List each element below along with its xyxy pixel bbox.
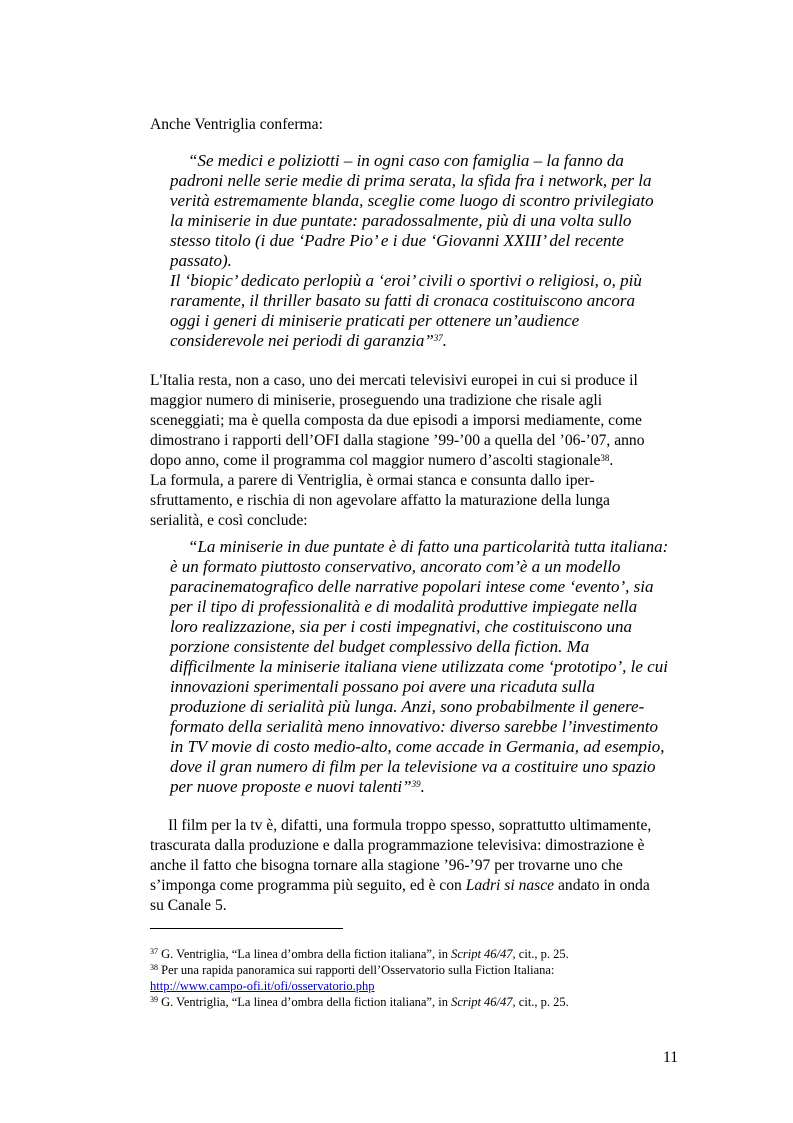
quote-line: porzione consistente del budget complessivo della fiction. Ma [170,637,590,656]
quote-line: passato). [170,251,232,270]
paragraph-line [150,876,650,896]
paragraph-line: sfruttamento, e rischia di non agevolare affatto la maturazione della lunga [150,492,610,509]
page-number: 11 [663,1049,679,1066]
footnote-38-link-line [150,978,375,994]
paragraph-line: dimostrano i rapporti dell’OFI dalla stagione ’99-’00 a quella del ’06-’07, anno [150,432,645,449]
quote-punct: . [442,331,448,350]
journal-title: Script 46/47 [451,995,513,1009]
quote-line: formato della serialità meno innovativo: diverso sarebbe l’investimento [170,717,659,736]
quote-line: dove il gran numero di film per la televisione va a costituire uno spazio [170,757,656,776]
paragraph-text: andato in onda [554,877,650,894]
quote-line: è un formato piuttosto conservativo, ancorato com’è a un modello [170,557,621,576]
quote-line: innovazioni sperimentali possano poi avere una ricaduta sulla [170,677,595,696]
paragraph-text: s’imponga come programma più seguito, ed è con [150,877,466,894]
footnote-39 [150,994,569,1010]
paragraph-text: dopo anno, come il programma col maggior numero d’ascolti stagionale [150,452,601,469]
journal-title: Script 46/47 [451,947,513,961]
paragraph-line: maggior numero di miniserie, proseguendo una tradizione che risale agli [150,392,603,409]
paragraph-line: anche il fatto che bisogna tornare alla stagione ’96-’97 per trovarne uno che [150,857,623,874]
paragraph-line: trascurata dalla produzione e dalla programmazione televisiva: dimostrazione è [150,837,645,854]
quote-line: oggi i generi di miniserie praticati per ottenere un’audience [170,311,580,330]
footnote-37 [150,946,569,962]
quote-punct: . [420,777,425,796]
footnote-text: , cit., p. 25. [512,995,569,1009]
footnote-separator [150,928,343,929]
footnote-ref-39[interactable]: 39 [411,779,421,789]
film-title: Ladri si nasce [465,877,555,894]
quote-text: considerevole nei periodi di garanzia” [170,331,434,350]
paragraph-line: su Canale 5. [150,897,227,914]
paragraph-punct: . [609,452,614,469]
quote-line: raramente, il thriller basato su fatti di cronaca costituiscono ancora [170,291,635,310]
footnote-ref-38[interactable]: 38 [600,453,610,463]
quote-line: la miniserie in due puntate: paradossalmente, più di una volta sullo [170,211,632,230]
footnote-text: G. Ventriglia, “La linea d’ombra della fiction italiana”, in [158,947,452,961]
footnote-text: , cit., p. 25. [512,947,569,961]
paragraph-line: serialità, e così conclude: [150,512,308,529]
quote-line: produzione di serialità più lunga. Anzi, sono probabilmente il genere- [170,697,645,716]
paragraph-line: L'Italia resta, non a caso, uno dei mercati televisivi europei in cui si produce il [150,372,638,389]
quote-line: in TV movie di costo medio-alto, come accade in Germania, ad esempio, [170,737,665,756]
quote-line [170,777,425,797]
paragraph-line: sceneggiati; ma è quella composta da due episodi a imporsi mediamente, come [150,412,642,429]
quote-line: “Se medici e poliziotti – in ogni caso con famiglia – la fanno da [188,151,624,170]
osservatorio-link[interactable]: http://www.campo-ofi.it/ofi/osservatorio.php [150,979,375,993]
footnote-38 [150,962,554,978]
quote-line: stesso titolo (i due ‘Padre Pio’ e i due ‘Giovanni XXIII’ del recente [170,231,624,250]
quote-line [170,331,447,351]
intro-text: Anche Ventriglia conferma: [150,116,323,133]
quote-line: per il tipo di professionalità e di modalità produttive impiegate nella [170,597,638,616]
footnote-ref-37[interactable]: 37 [433,333,443,343]
quote-line: difficilmente la miniserie italiana viene utilizzata come ‘prototipo’, le cui [170,657,668,676]
quote-line: padroni nelle serie medie di prima serata, la sfida fra i network, per la [170,171,652,190]
quote-line: Il ‘biopic’ dedicato perlopiù a ‘eroi’ civili o sportivi o religiosi, o, più [170,271,642,290]
footnote-number: 38 [150,963,158,972]
quote-line: paracinematografico delle narrative popolari intese come ‘evento’, sia [170,577,654,596]
quote-text: per nuove proposte e nuovi talenti” [170,777,412,796]
paragraph-line: Il film per la tv è, difatti, una formula troppo spesso, soprattutto ultimamente, [168,817,652,834]
quote-line: verità estremamente blanda, sceglie come luogo di scontro privilegiato [170,191,654,210]
paragraph-line [150,451,613,471]
footnote-text: Per una rapida panoramica sui rapporti dell’Osservatorio sulla Fiction Italiana: [158,963,555,977]
footnote-text: G. Ventriglia, “La linea d’ombra della fiction italiana”, in [158,995,452,1009]
paragraph-line: La formula, a parere di Ventriglia, è ormai stanca e consunta dallo iper- [150,472,595,489]
quote-line: loro realizzazione, sia per i costi impegnativi, che costituiscono una [170,617,632,636]
footnote-number: 39 [150,995,158,1004]
footnote-number: 37 [150,947,158,956]
quote-line: “La miniserie in due puntate è di fatto una particolarità tutta italiana: [188,537,669,556]
